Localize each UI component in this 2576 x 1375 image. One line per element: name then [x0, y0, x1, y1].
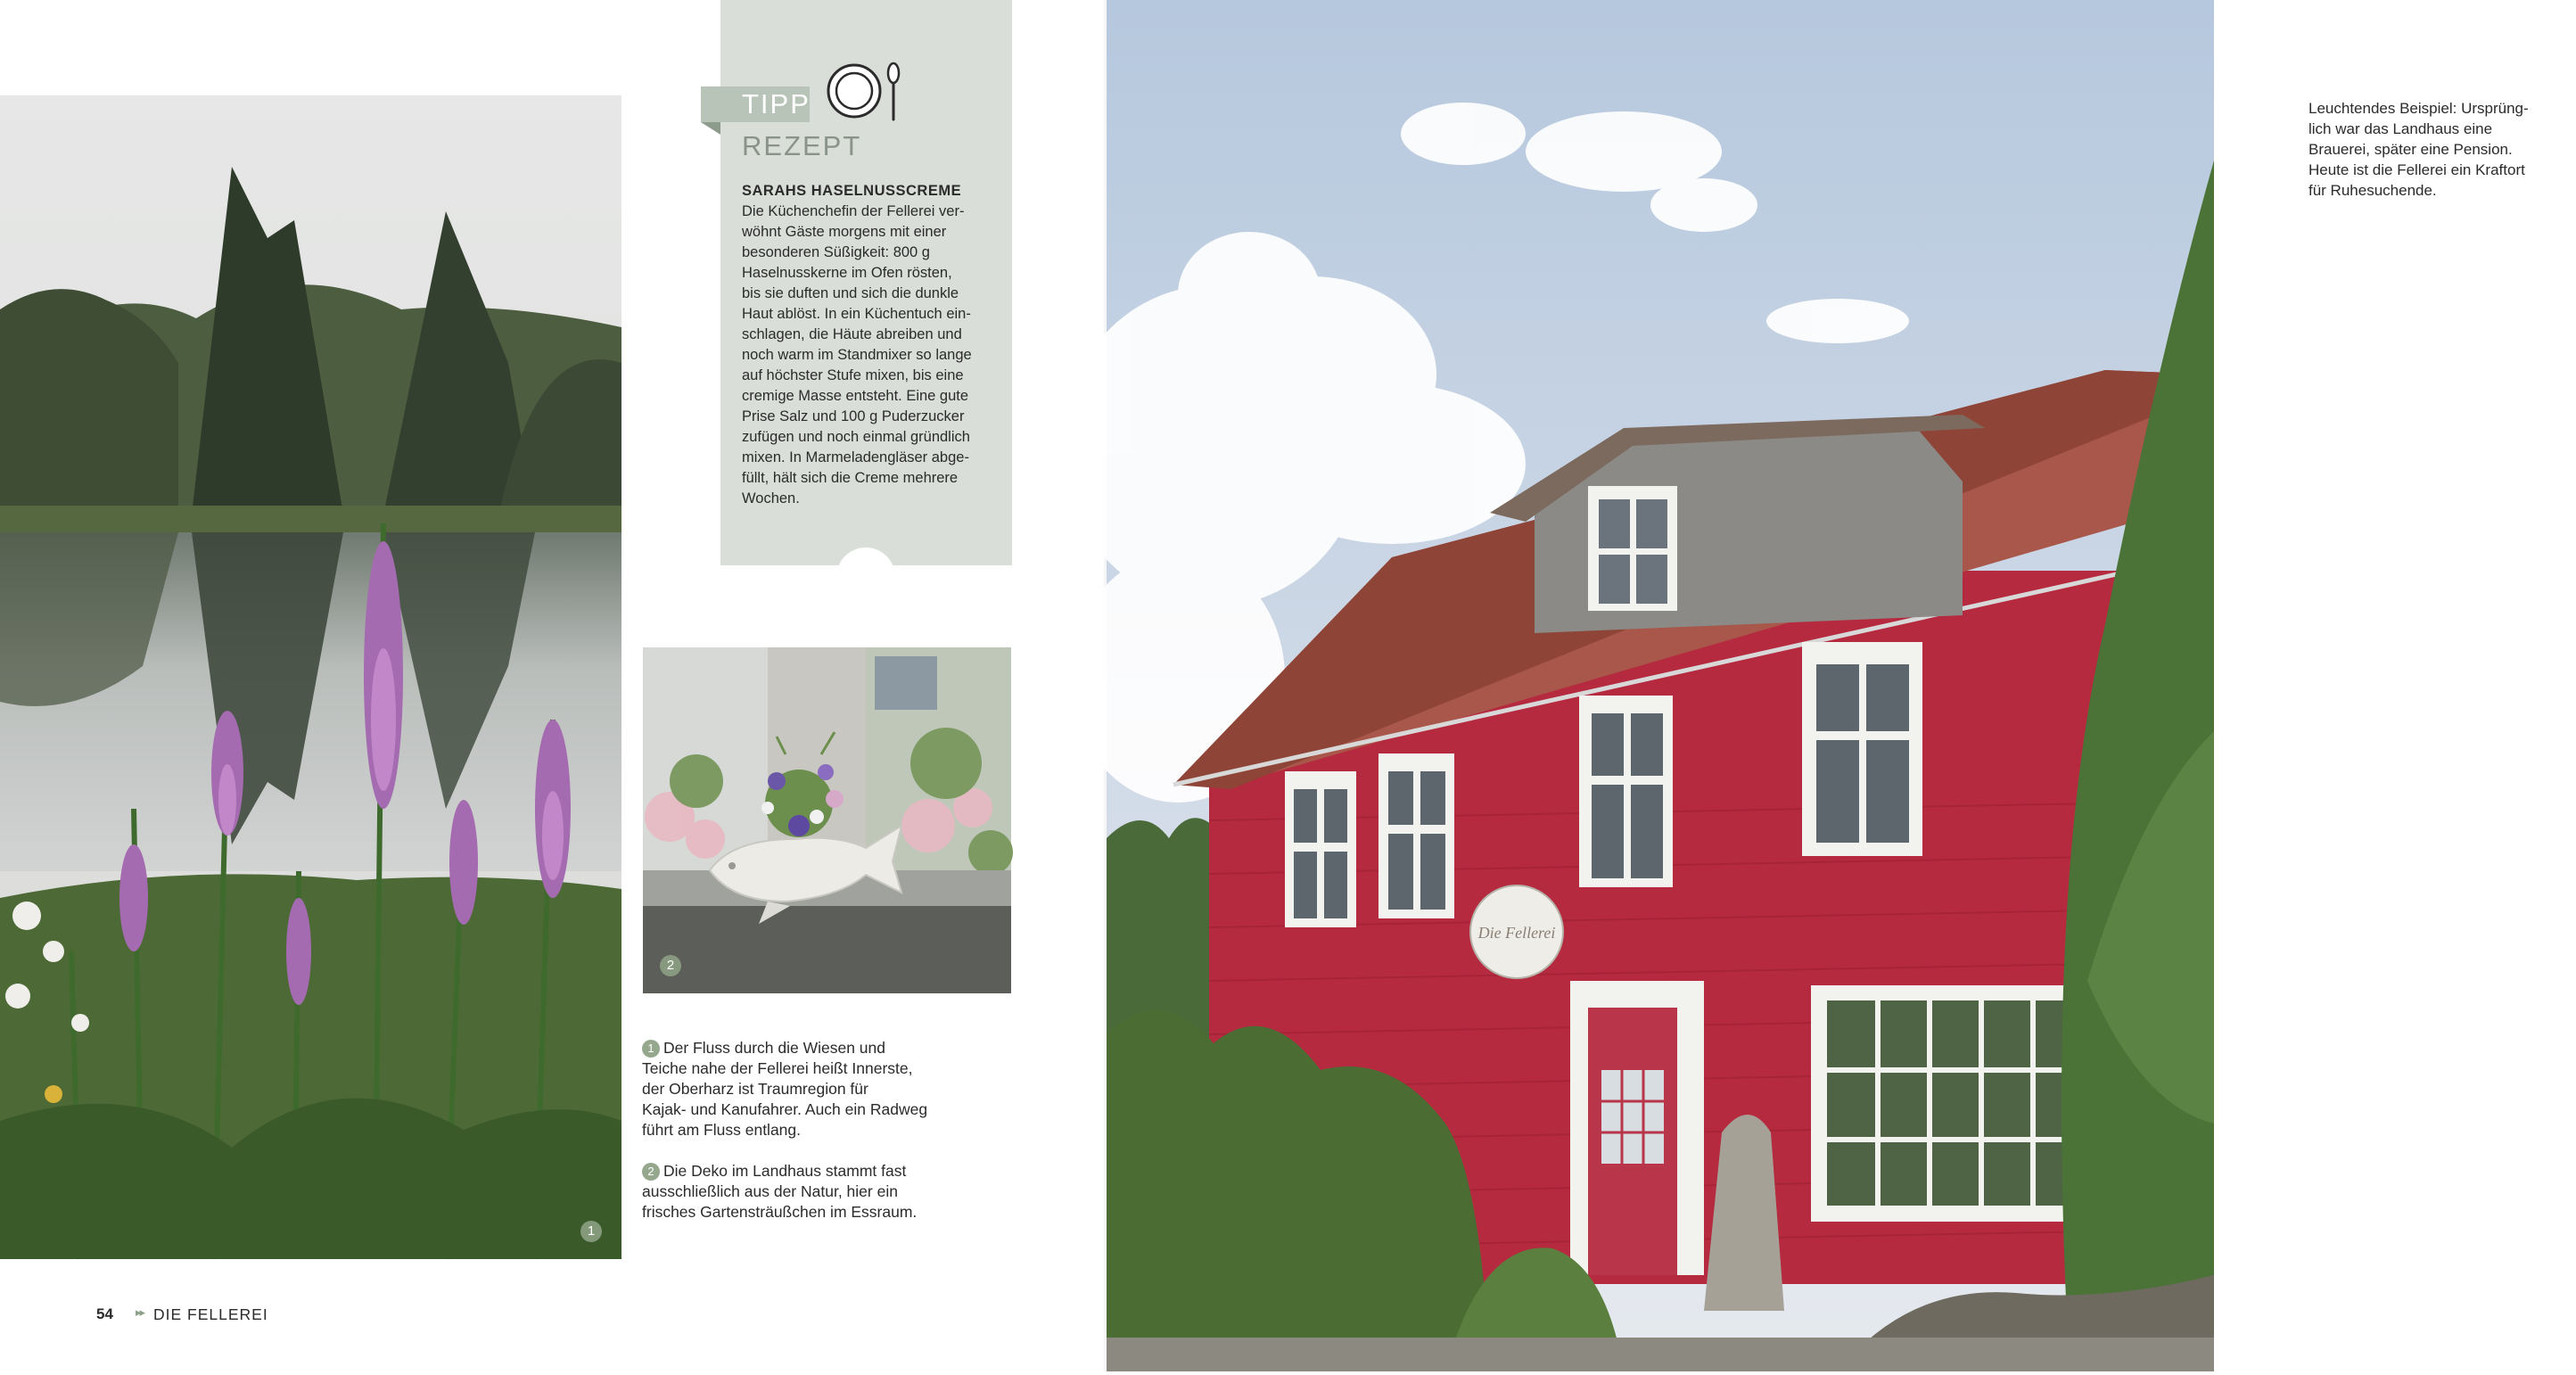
page-number: 54: [96, 1305, 113, 1322]
caption-number-2: 2: [642, 1163, 660, 1181]
caption-2: [642, 1161, 945, 1223]
caption-2-text: Die Deko im Landhaus stammt fast ausschließlich aus der Natur, hier ein frisches Gartensträußchen im Essraum.: [642, 1162, 918, 1221]
recipe-title: SARAHS HASELNUSSCREME: [742, 183, 962, 199]
left-page: [0, 0, 1107, 1371]
tip-tag-fold: [701, 122, 720, 135]
red-house-photo: [1107, 0, 2214, 1371]
section-title: DIE FELLEREI: [153, 1305, 268, 1323]
photo-number-badge-1: 1: [580, 1221, 602, 1242]
photo-number-badge-2: 2: [660, 955, 681, 976]
tip-label: TIPP: [742, 88, 811, 119]
recipe-heading: REZEPT: [742, 130, 862, 161]
recipe-text: Die Küchenchefin der Fellerei ver- wöhnt Gäste morgens mit einer besonderen Süßigkeit: 800 g Haselnusskerne im Ofen rösten, bis sie duften und sich die dunkle Haut ablöst. In ein Küchentuch ein- schlagen, die Häute abreiben und noch warm im Standmixer so lange auf höchster Stufe mixen, bis eine cremige Masse entsteht. Eine gute Prise Salz und 100 g Puderzucker zufügen und noch einmal gründlich mixen. In Marmeladengläser abge- füllt, hält sich die Creme mehrere Wochen.: [742, 203, 972, 506]
house-sign-text: Die Fellerei: [1477, 924, 1556, 942]
fish-vase-bouquet-photo: [643, 647, 1011, 993]
house-photo-caption: Leuchtendes Beispiel: Ursprüng- lich war das Landhaus eine Brauerei, später eine Pension. Heute ist die Fellerei ein Kraftort für Ruhesuchende.: [2309, 100, 2529, 199]
right-page: [1107, 0, 2529, 1371]
caption-1: [642, 1038, 945, 1140]
plate-cutlery-icon: [826, 59, 908, 123]
section-arrows-icon: ▸▸: [136, 1306, 144, 1320]
caption-1-text: Der Fluss durch die Wiesen und Teiche nahe der Fellerei heißt Innerste, der Oberharz ist Traumregion für Kajak- und Kanufahrer. Auch ein Radweg führt am Fluss entlang.: [642, 1039, 928, 1139]
caption-number-1: 1: [642, 1040, 660, 1058]
lake-fireweed-photo: [0, 95, 621, 1259]
